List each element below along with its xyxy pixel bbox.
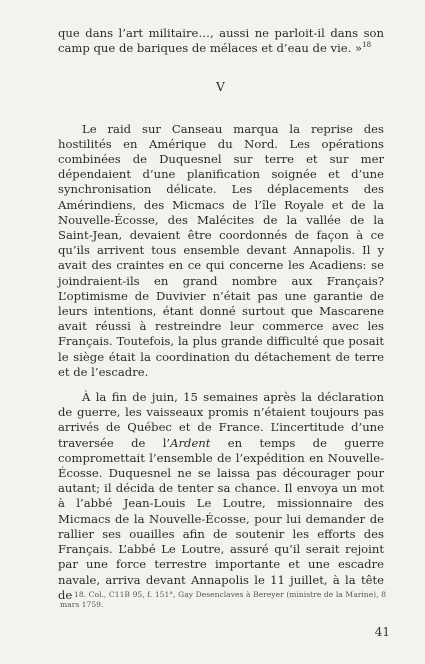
paragraph-1: Le raid sur Canseau marqua la reprise des hostilités en Amérique du Nord. Les opérations combinées de Duquesnel sur terre et sur mer dépendaient d’une planification soignée et d’une synchronisation délicate. Les déplacements des Amérindiens, des Micmacs de l’île Royale et de la Nouvelle-Écosse, des Malécites de la vallée de la Saint-Jean, devaient être coordonnés de façon à ce qu’ils arrivent tous ensemble devant Annapolis. Il y avait des craintes en ce qui concerne les Acadiens: se joindraient-ils en grand nombre aux Français? L’optimisme de Duvivier n’était pas une garantie de leurs intentions, étant donné surtout que Mascarene avait réussi à restreindre leur commerce avec les Français. Toutefois, la plus grande difficulté que posait le siège était la coordination du détachement de terre et de l’escadre.: [58, 121, 384, 379]
footnote: 18. Col., C11B 95, f. 151°, Gay Desenclaves à Bereyer (ministre de la Marine), 8 mars 1759.: [60, 590, 386, 609]
paragraph-2: [58, 390, 384, 603]
page-number: 41: [374, 625, 390, 639]
opening-text: que dans l’art militaire…, aussi ne parloit-il dans son camp que de bariques de mélaces et d’eau de vie. »: [58, 26, 384, 56]
ship-name-italic: Ardent: [170, 435, 211, 450]
paragraph-2-part-1: À la fin de juin, 15 semaines après la déclaration de guerre, les vaisseaux promis n’étaient toujours pas arrivés de Québec et de France. L’incertitude d’une traversée de l’: [58, 390, 384, 450]
footnote-ref: 18: [362, 41, 372, 50]
paragraph-2-part-2: en temps de guerre compromettait l’ensemble de l’expédition en Nouvelle-Écosse. Duquesnel ne se laissa pas décourager pour autant; il décida de tenter sa chance. Il envoya un mot à l’abbé Jean-Louis Le Loutre, missionnaire des Micmacs de la Nouvelle-Écosse, pour lui demander de rallier ses ouailles afin de soutenir les efforts des Français. L’abbé Le Loutre, assuré qu’il serait rejoint par une force terrestre importante et une escadre navale, arriva devant Annapolis le 11 juillet, à la tête de: [58, 435, 384, 602]
main-text: [58, 26, 384, 603]
section-number: V: [216, 80, 226, 95]
opening-paragraph: [58, 26, 384, 56]
